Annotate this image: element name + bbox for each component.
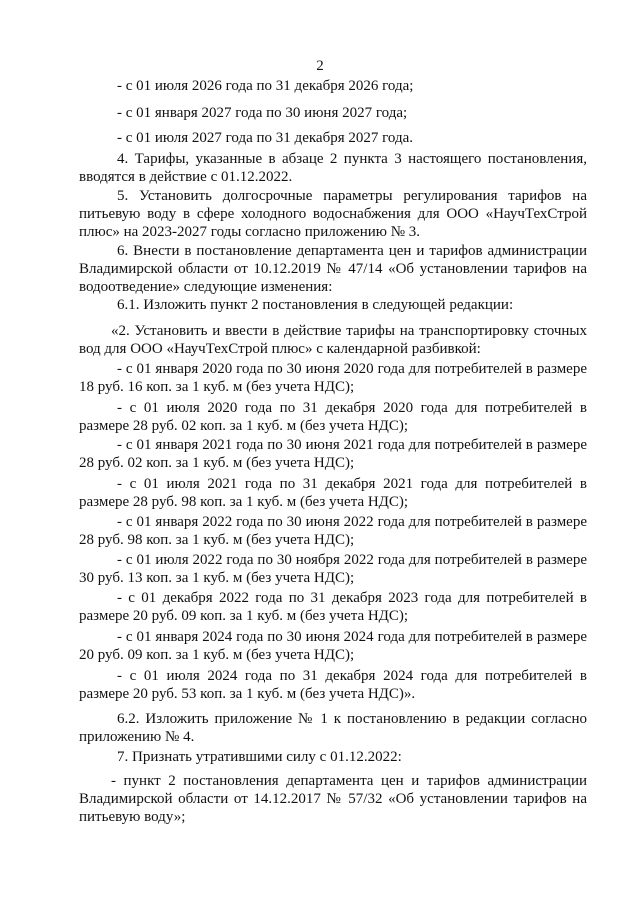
list-item-period: - с 01 января 2027 года по 30 июня 2027 года; — [117, 105, 408, 121]
list-item-period: - с 01 июля 2026 года по 31 декабря 2026 года; — [117, 78, 414, 94]
tariff-item: - с 01 июля 2020 года по 31 декабря 2020 года для потребителей в размере 28 руб. 02 коп. за 1 куб. м (без учета НДС); — [79, 400, 587, 434]
paragraph-item-5: 5. Установить долгосрочные параметры регулирования тарифов на питьевую воду в сфере холодного водоснабжения для ООО «НаучТехСтрой плюс» на 2023-2027 годы согласно приложению № 3. — [79, 188, 587, 240]
tariff-item: - с 01 июля 2024 года по 31 декабря 2024 года для потребителей в размере 20 руб. 53 коп. за 1 куб. м (без учета НДС)». — [79, 668, 587, 702]
repealed-item: - пункт 2 постановления департамента цен и тарифов администрации Владимирской области от 14.12.2017 № 57/32 «Об установлении тарифов на питьевую воду»; — [79, 773, 587, 825]
page-number: 2 — [316, 58, 324, 74]
paragraph-item-6: 6. Внести в постановление департамента цен и тарифов администрации Владимирской области от 10.12.2019 № 47/14 «Об установлении тарифов на водоотведение» следующие изменения: — [79, 243, 587, 295]
tariff-item: - с 01 июля 2022 года по 30 ноября 2022 года для потребителей в размере 30 руб. 13 коп. за 1 куб. м (без учета НДС); — [79, 552, 587, 586]
tariff-item: - с 01 января 2024 года по 30 июня 2024 года для потребителей в размере 20 руб. 09 коп. за 1 куб. м (без учета НДС); — [79, 629, 587, 663]
paragraph-item-6-2: 6.2. Изложить приложение № 1 к постановлению в редакции согласно приложению № 4. — [79, 711, 587, 745]
paragraph-item-7: 7. Признать утратившими силу с 01.12.2022: — [117, 749, 402, 765]
tariff-item: - с 01 января 2022 года по 30 июня 2022 года для потребителей в размере 28 руб. 98 коп. за 1 куб. м (без учета НДС); — [79, 514, 587, 548]
tariff-item: - с 01 июля 2021 года по 31 декабря 2021 года для потребителей в размере 28 руб. 98 коп. за 1 куб. м (без учета НДС); — [79, 476, 587, 510]
tariff-item: - с 01 января 2021 года по 30 июня 2021 года для потребителей в размере 28 руб. 02 коп. за 1 куб. м (без учета НДС); — [79, 437, 587, 471]
tariff-item: - с 01 декабря 2022 года по 31 декабря 2023 года для потребителей в размере 20 руб. 09 коп. за 1 куб. м (без учета НДС); — [79, 590, 587, 624]
paragraph-item-4: 4. Тарифы, указанные в абзаце 2 пункта 3 настоящего постановления, вводятся в действие с 01.12.2022. — [79, 151, 587, 185]
paragraph-item-6-1: 6.1. Изложить пункт 2 постановления в следующей редакции: — [117, 297, 514, 313]
quoted-paragraph: «2. Установить и ввести в действие тарифы на транспортировку сточных вод для ООО «НаучТехСтрой плюс» с календарной разбивкой: — [79, 323, 587, 357]
tariff-item: - с 01 января 2020 года по 30 июня 2020 года для потребителей в размере 18 руб. 16 коп. за 1 куб. м (без учета НДС); — [79, 361, 587, 395]
list-item-period: - с 01 июля 2027 года по 31 декабря 2027 года. — [117, 130, 413, 146]
